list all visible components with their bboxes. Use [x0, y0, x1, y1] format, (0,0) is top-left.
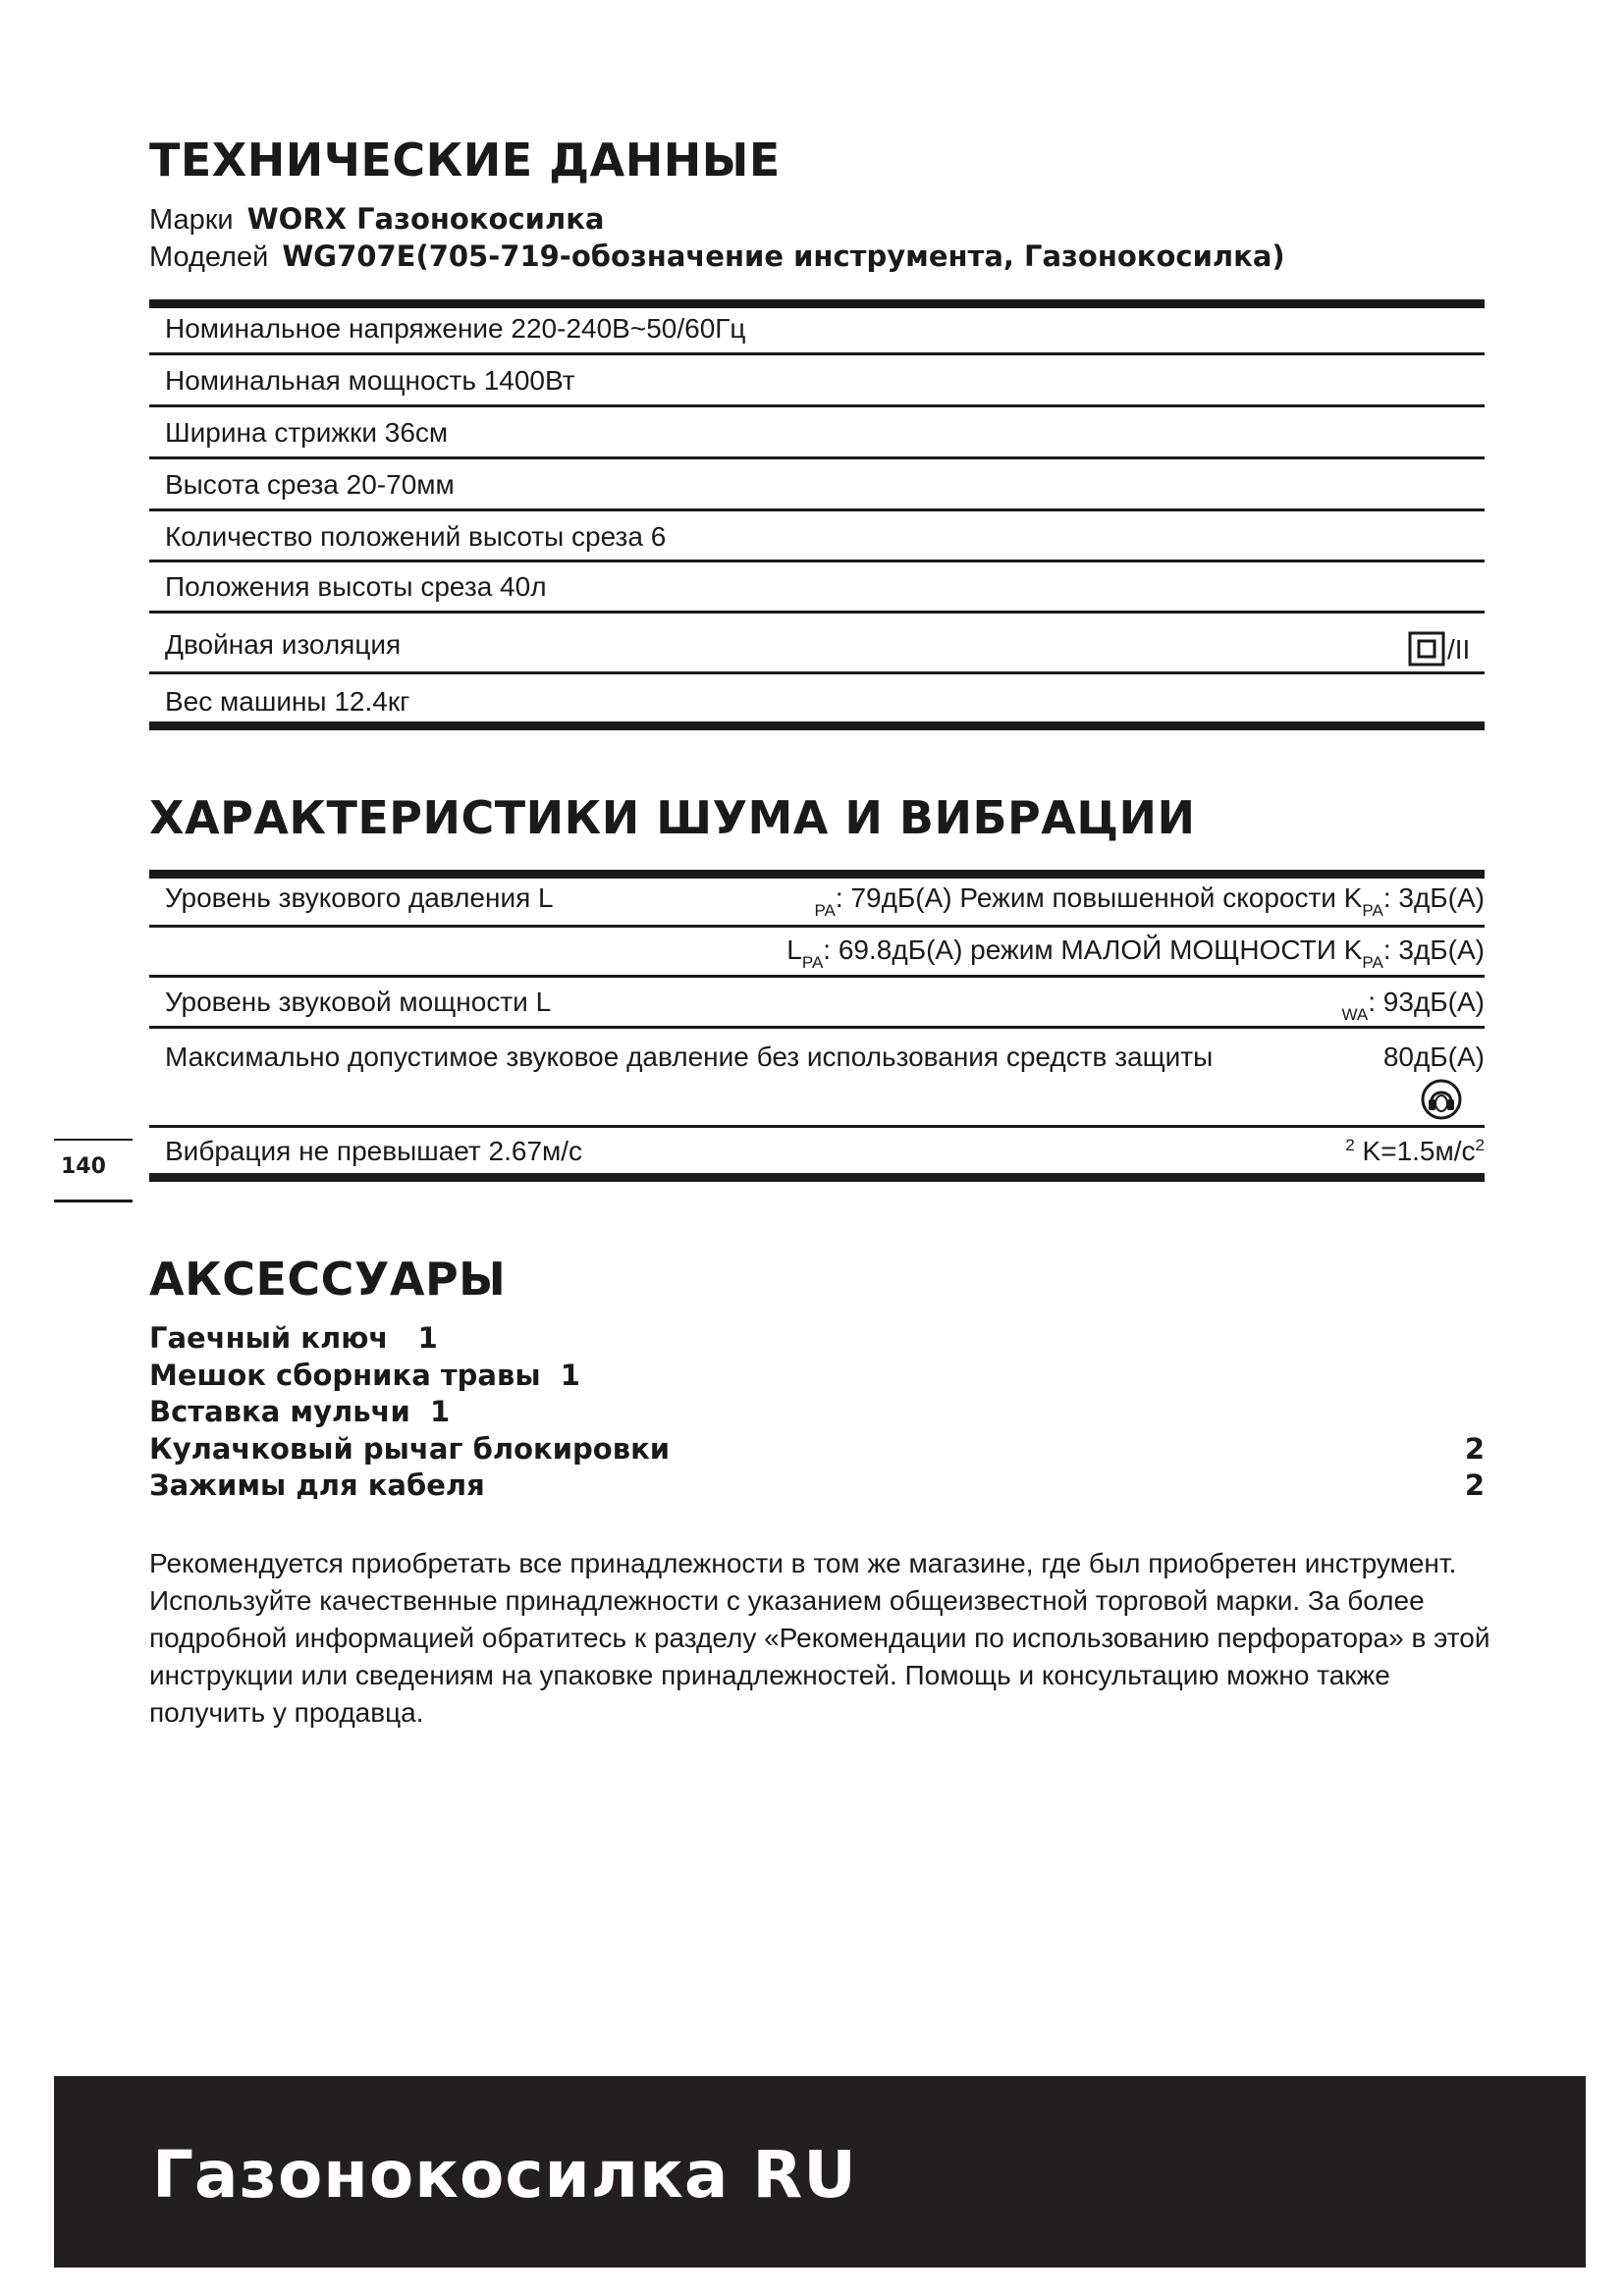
power-label: Уровень звуковой мощности L	[165, 987, 552, 1017]
tech-row	[165, 468, 1485, 502]
insulation-class-text: /II	[1447, 634, 1471, 665]
noise-row-pressure-high	[165, 881, 1485, 919]
model-label: Моделей	[149, 241, 269, 273]
spec-double-insulation: Двойная изоляция	[165, 629, 402, 660]
noise-row-power	[165, 986, 1485, 1023]
row-divider	[149, 1125, 1485, 1128]
noise-row-pressure-low	[165, 934, 1485, 971]
power-value: $_{WA}$: 93дБ(А)	[1341, 987, 1485, 1024]
row-divider	[149, 404, 1485, 407]
max-pressure-value: 80дБ(А)	[1382, 1041, 1485, 1072]
tech-row	[165, 570, 1485, 604]
tech-row	[165, 628, 1485, 662]
footer-band	[54, 2076, 1586, 2268]
table-top-rule	[149, 299, 1485, 308]
accessory-item: Кулачковый рычаг блокировки 2	[149, 1432, 1485, 1466]
max-pressure-label: Максимально допустимое звуковое давление без использования средств защиты	[165, 1041, 1214, 1072]
spec-voltage: Номинальное напряжение 220-240В~50/60Гц	[165, 313, 746, 344]
spec-cut-height: Высота среза 20-70мм	[165, 469, 455, 500]
tech-row	[165, 364, 1485, 398]
noise-bottom-rule	[149, 1173, 1485, 1182]
row-divider	[149, 1026, 1485, 1029]
accessory-item: Вставка мульчи 1	[149, 1395, 451, 1428]
noise-row-vibration	[165, 1135, 1485, 1172]
accessories-heading: АКСЕССУАРЫ	[149, 1253, 507, 1306]
pressure-high-value: $_{PA}$: 79дБ(А) Режим повышенной скорости $K_{PA}$: 3дБ(А)	[814, 882, 1485, 920]
table-bottom-rule	[149, 721, 1485, 730]
noise-heading: ХАРАКТЕРИСТИКИ ШУМА И ВИБРАЦИИ	[149, 791, 1196, 844]
noise-row-max-pressure	[165, 1041, 1485, 1074]
tech-row	[165, 520, 1485, 554]
tech-row	[165, 312, 1485, 346]
tech-heading: ТЕХНИЧЕСКИЕ ДАННЫЕ	[149, 133, 781, 187]
model-value: WG707E(705-719-обозначение инструмента, Газонокосилка)	[282, 240, 1285, 273]
row-divider	[149, 456, 1485, 459]
pressure-label: Уровень звукового давления L	[165, 882, 554, 913]
brand-line	[149, 202, 604, 237]
vibration-value: $^2$ $K=1.5м/с^2$	[1345, 1136, 1485, 1166]
page-number-rule-top	[54, 1139, 133, 1141]
footer-title: Газонокосилка RU	[152, 2137, 857, 2213]
tech-row	[165, 416, 1485, 450]
spec-bag-volume: Положения высоты среза 40л	[165, 571, 547, 602]
vibration-label: Вибрация не превышает 2.67м/с	[165, 1136, 583, 1166]
accessories-note: Рекомендуется приобретать все принадлежности в том же магазине, где был приобретен инструмент. Используйте качественные принадлежности с указанием общеизвестной торговой марки. За более подробной информацией обратитесь к разделу «Рекомендации по использованию перфоратора» в этой инструкции или сведениям на упаковке принадлежностей. Помощь и консультацию можно также получить у продавца.	[149, 1548, 1490, 1728]
row-divider	[149, 975, 1485, 978]
accessory-item: Мешок сборника травы 1	[149, 1359, 580, 1392]
spec-cut-width: Ширина стрижки 36см	[165, 417, 449, 448]
row-divider	[149, 671, 1485, 674]
row-divider	[149, 508, 1485, 511]
row-divider	[149, 560, 1485, 562]
row-divider	[149, 925, 1485, 928]
pressure-low-value: $L_{PA}$: 69.8дБ(А) режим МАЛОЙ МОЩНОСТИ $K_{PA}$: 3дБ(А)	[786, 934, 1485, 972]
brand-label: Марки	[149, 204, 234, 236]
double-insulation-icon	[1408, 631, 1447, 667]
spec-height-positions: Количество положений высоты среза 6	[165, 521, 667, 552]
model-line	[149, 240, 1285, 274]
accessory-item: Гаечный ключ 1	[149, 1321, 438, 1355]
page-number: 140	[61, 1154, 106, 1179]
tech-row	[165, 685, 1485, 719]
page-number-rule-bottom	[54, 1200, 133, 1202]
brand-value: WORX Газонокосилка	[246, 202, 605, 236]
row-divider	[149, 352, 1485, 355]
row-divider	[149, 611, 1485, 614]
ear-protection-icon	[1420, 1078, 1463, 1121]
noise-top-rule	[149, 870, 1485, 879]
spec-weight: Вес машины 12.4кг	[165, 686, 410, 717]
accessory-item: Зажимы для кабеля 2	[149, 1468, 1485, 1502]
spec-power: Номинальная мощность 1400Вт	[165, 365, 575, 396]
